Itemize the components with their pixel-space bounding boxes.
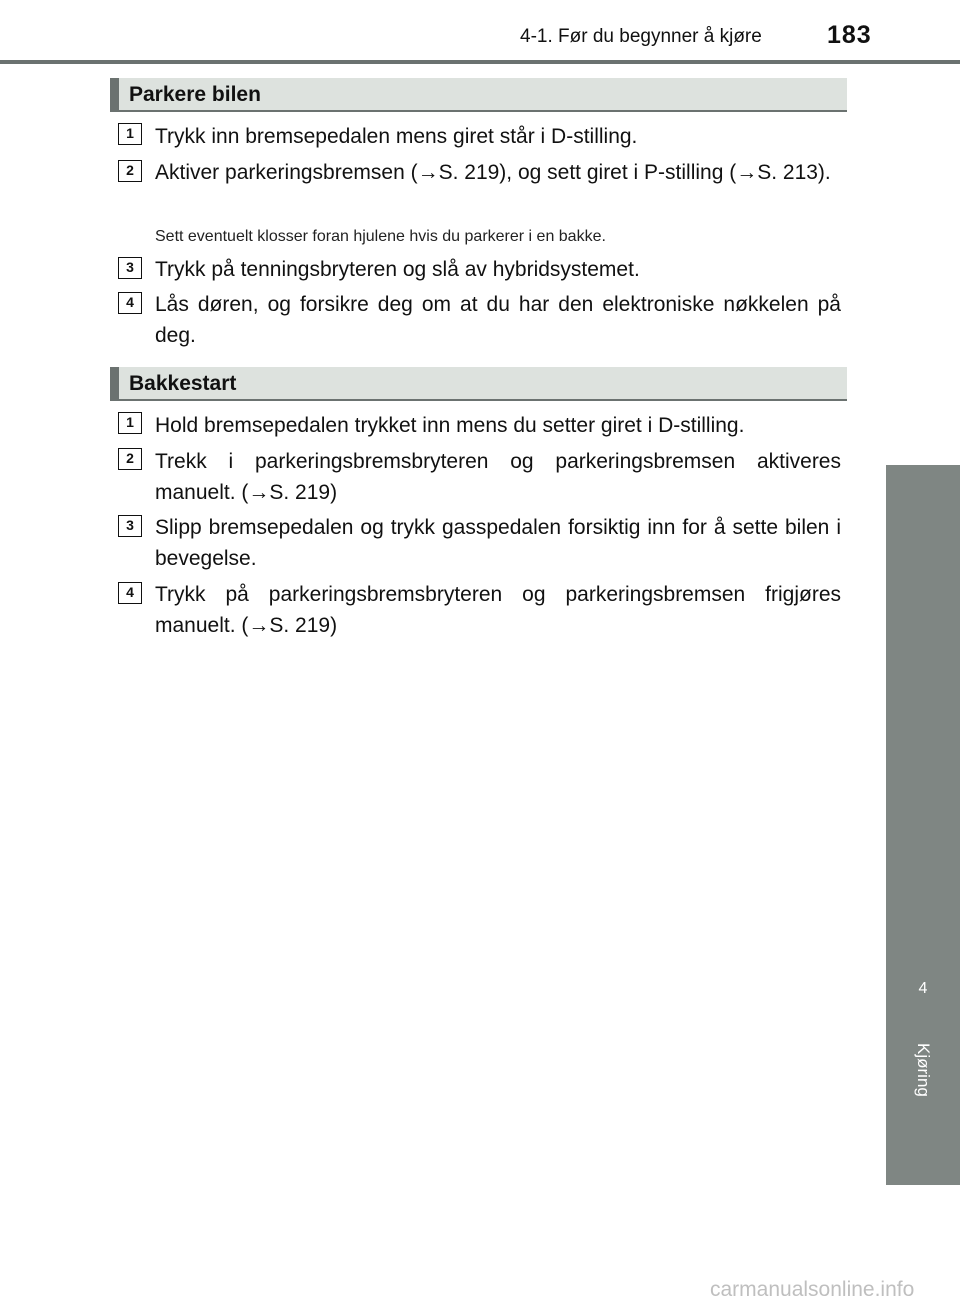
step-number-badge: 2 <box>118 160 142 182</box>
watermark-text: carmanualsonline.info <box>710 1278 915 1301</box>
step-number-badge: 2 <box>118 448 142 470</box>
section-header-parking <box>110 78 847 112</box>
step-text: Trykk på tenningsbryteren og slå av hybridsystemet. <box>155 258 640 281</box>
step-number-badge: 3 <box>118 515 142 537</box>
step-note: Sett eventuelt klosser foran hjulene hvis du parkerer i en bakke. <box>155 228 606 245</box>
chapter-side-tab[interactable] <box>886 465 960 1185</box>
section-title: Bakkestart <box>129 372 237 395</box>
step-text: Hold bremsepedalen trykket inn mens du setter giret i D-stilling. <box>155 414 745 437</box>
side-tab-label: Kjøring <box>914 1043 933 1097</box>
side-tab-chapter-number: 4 <box>918 980 928 997</box>
step-number-badge: 1 <box>118 123 142 145</box>
step-number-badge: 1 <box>118 412 142 434</box>
step-text: Trekk i parkeringsbremsbryteren og parkeringsbremsen aktiveres manuelt. (→S. 219) <box>155 450 841 504</box>
step-number-badge: 3 <box>118 257 142 279</box>
chapter-title: 4-1. Før du begynner å kjøre <box>520 26 762 47</box>
step-text: Trykk på parkeringsbremsbryteren og parkeringsbremsen frigjøres manuelt. (→S. 219) <box>155 583 841 637</box>
step-text: Slipp bremsepedalen og trykk gasspedalen forsiktig inn for å sette bilen i bevegelse. <box>155 516 841 570</box>
step-text: Aktiver parkeringsbremsen (→S. 219), og sett giret i P-stilling (→S. 213). <box>155 161 831 184</box>
section-header-hill-start <box>110 367 847 401</box>
page-number: 183 <box>827 21 872 49</box>
header-divider <box>0 60 960 64</box>
step-number-badge: 4 <box>118 582 142 604</box>
step-text: Lås døren, og forsikre deg om at du har den elektroniske nøkkelen på deg. <box>155 293 841 347</box>
step-number-badge: 4 <box>118 292 142 314</box>
step-text: Trykk inn bremsepedalen mens giret står i D-stilling. <box>155 125 638 148</box>
section-title: Parkere bilen <box>129 83 261 106</box>
